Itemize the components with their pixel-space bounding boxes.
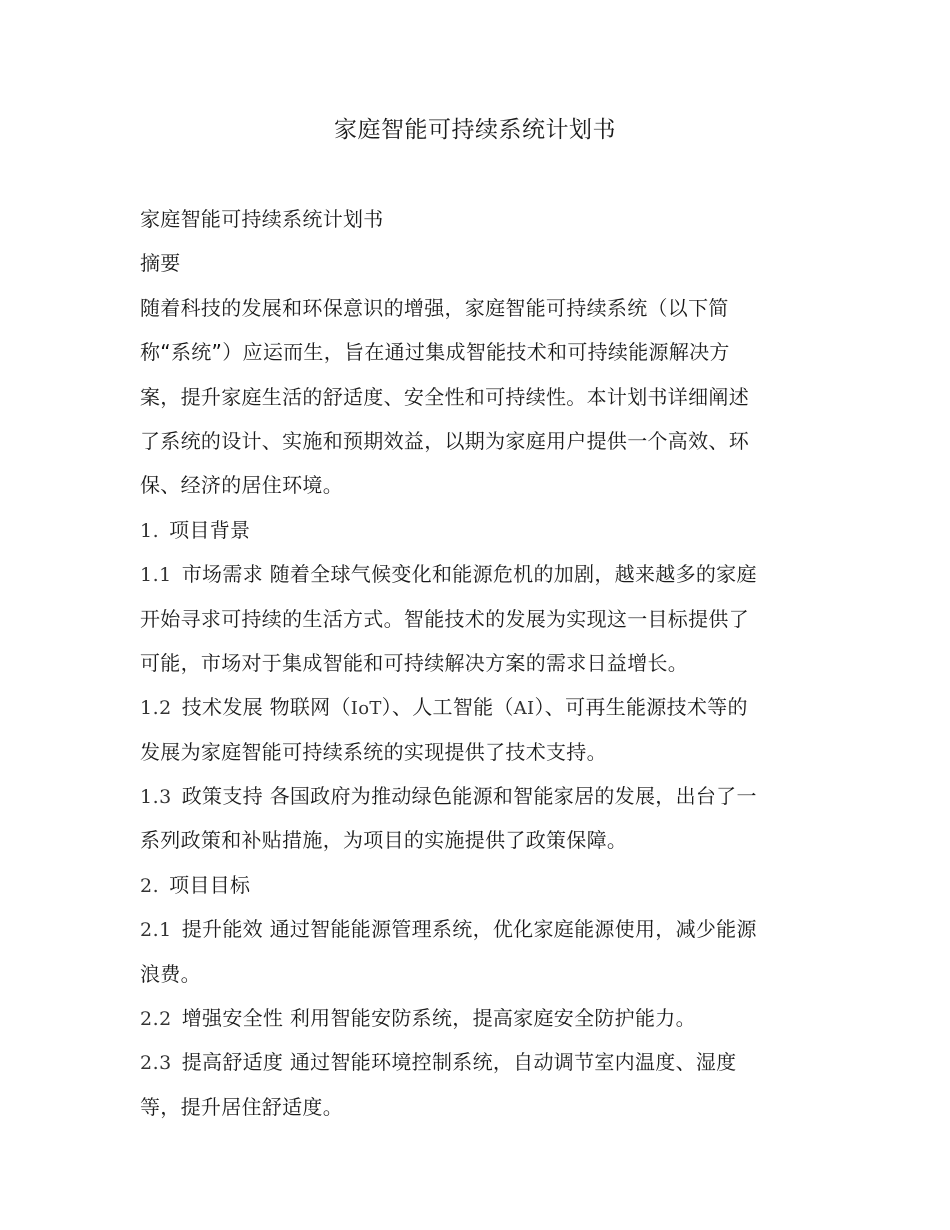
paragraph-text: ）、可再生能源技术等的 [534,695,748,720]
document-body [140,197,820,1129]
subsection-number: 1.2 [140,697,172,720]
body-line-subtitle: 家庭智能可持续系统计划书 [140,207,384,231]
paragraph-line: 浪费。 [140,961,201,986]
paragraph-text: 政策支持 各国政府为推动绿色能源和智能家居的发展，出台了一 [181,784,757,809]
paragraph-line: 可能，市场对于集成智能和可持续解决方案的需求日益增长。 [140,650,689,675]
subsection-number: 2.1 [140,919,172,942]
document-title: 家庭智能可持续系统计划书 [334,117,616,143]
section-heading-1 [140,508,820,552]
section-title: 项目目标 [169,872,251,897]
paragraph-text: 增强安全性 利用智能安防系统，提高家庭安全防护能力。 [181,1006,696,1031]
abstract-line: 随着科技的发展和环保意识的增强，家庭智能可持续系统（以下简 [140,295,729,320]
paragraph-line: 等，提升居住舒适度。 [140,1094,343,1119]
paragraph-text: 市场需求 随着全球气候变化和能源危机的加剧，越来越多的家庭 [181,562,757,587]
abstract-line: 了系统的设计、实施和预期效益，以期为家庭用户提供一个高效、环 [140,428,749,453]
section-number: 1. [140,519,160,542]
section-title: 项目背景 [169,517,251,542]
paragraph-2-1 [140,907,820,951]
section-heading-2 [140,863,820,907]
paragraph-line: 系列政策和补贴措施，为项目的实施提供了政策保障。 [140,828,628,853]
section-number: 2. [140,874,160,897]
paragraph-1-3 [140,774,820,818]
paragraph-line: 开始寻求可持续的生活方式。智能技术的发展为实现这一目标提供了 [140,606,749,631]
abstract-line: 称“系统”）应运而生，旨在通过集成智能技术和可持续能源解决方 [140,340,730,365]
paragraph-line: 发展为家庭智能可持续系统的实现提供了技术支持。 [140,739,607,764]
paragraph-text: 技术发展 物联网（ [181,695,351,720]
paragraph-text: 提升能效 通过智能能源管理系统，优化家庭能源使用，减少能源 [181,917,757,942]
subsection-number: 1.3 [140,786,172,809]
subsection-number: 1.1 [140,564,172,587]
abstract-line: 案，提升家庭生活的舒适度、安全性和可持续性。本计划书详细阐述 [140,384,749,409]
paragraph-2-3 [140,1040,820,1084]
paragraph-1-2 [140,685,820,729]
abstract-heading: 摘要 [140,251,181,276]
paragraph-1-1 [140,552,820,596]
abstract-line: 保、经济的居住环境。 [140,473,343,498]
subsection-number: 2.2 [140,1008,172,1031]
iot-abbrev: IoT [350,698,382,720]
paragraph-text: 提高舒适度 通过智能环境控制系统，自动调节室内温度、湿度 [181,1050,737,1075]
paragraph-text: ）、人工智能（ [381,695,514,720]
subsection-number: 2.3 [140,1052,172,1075]
paragraph-2-2 [140,996,820,1040]
ai-abbrev: AI [513,698,535,720]
